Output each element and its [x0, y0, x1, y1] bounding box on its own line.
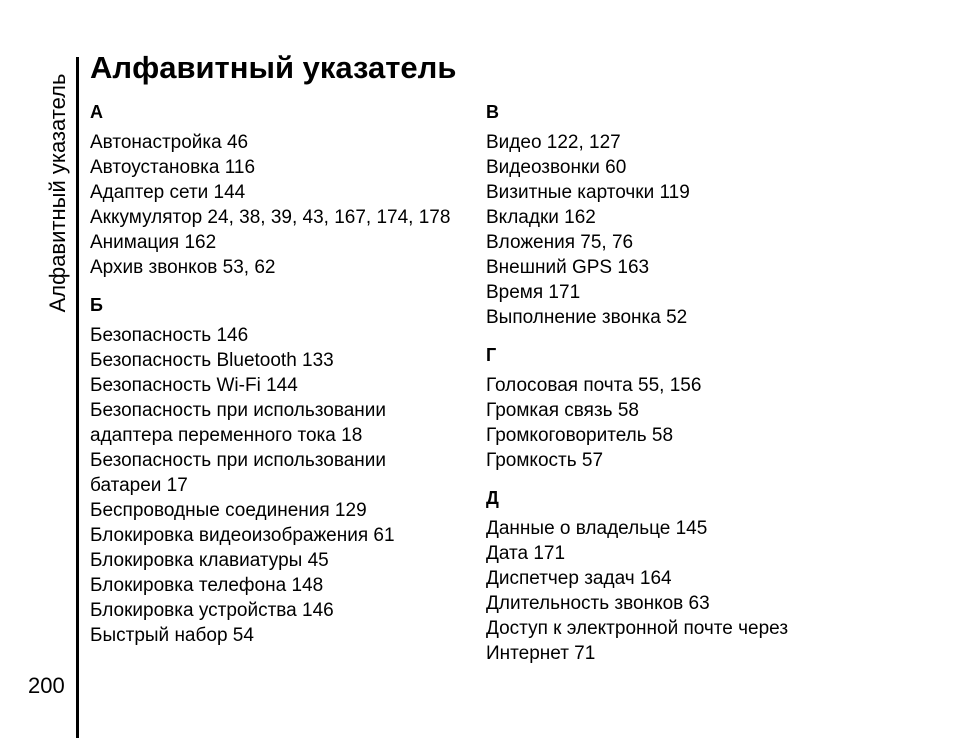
index-entry: Данные о владельце 145 — [486, 518, 708, 539]
index-entry: Внешний GPS 163 — [486, 257, 650, 278]
margin-rule — [76, 57, 79, 738]
index-entry: Видео 122, 127 — [486, 132, 621, 153]
index-entry: Безопасность Wi-Fi 144 — [90, 375, 298, 396]
index-entry: Вкладки 162 — [486, 207, 596, 228]
index-entry: Длительность звонков 63 — [486, 593, 710, 614]
index-entry: Видеозвонки 60 — [486, 157, 627, 178]
index-column-left — [90, 100, 452, 648]
section-letter: Б — [90, 295, 103, 315]
index-section — [90, 293, 452, 648]
index-section — [486, 100, 834, 330]
index-column-right — [486, 100, 834, 666]
index-entry: Беспроводные соединения 129 — [90, 500, 367, 521]
index-entry: Блокировка телефона 148 — [90, 575, 324, 596]
index-section — [90, 100, 452, 280]
index-entry: Быстрый набор 54 — [90, 625, 254, 646]
index-entry: Время 171 — [486, 282, 581, 303]
index-entry: Доступ к электронной почте через Интернет 71 — [486, 618, 789, 664]
index-section — [486, 343, 834, 473]
page-number: 200 — [28, 673, 65, 698]
index-entry: Громкость 57 — [486, 450, 604, 471]
side-section-label: Алфавитный указатель — [45, 73, 70, 313]
index-section — [486, 486, 834, 666]
index-entry: Громкая связь 58 — [486, 400, 639, 421]
index-entry: Блокировка видеоизображения 61 — [90, 525, 395, 546]
index-entry: Анимация 162 — [90, 232, 217, 253]
index-entry: Выполнение звонка 52 — [486, 307, 688, 328]
page-title: Алфавитный указатель — [90, 50, 457, 85]
index-entry: Безопасность Bluetooth 133 — [90, 350, 334, 371]
index-entry: Аккумулятор 24, 38, 39, 43, 167, 174, 178 — [90, 207, 451, 228]
index-entry: Блокировка клавиатуры 45 — [90, 550, 329, 571]
index-entry: Дата 171 — [486, 543, 566, 564]
index-entry: Архив звонков 53, 62 — [90, 257, 276, 278]
index-entry: Адаптер сети 144 — [90, 182, 246, 203]
index-entry: Диспетчер задач 164 — [486, 568, 672, 589]
index-entry: Визитные карточки 119 — [486, 182, 690, 203]
section-letter: Г — [486, 345, 497, 365]
section-letter: В — [486, 102, 499, 122]
index-entry: Блокировка устройства 146 — [90, 600, 334, 621]
index-entry: Автоустановка 116 — [90, 157, 256, 178]
index-entry: Автонастройка 46 — [90, 132, 249, 153]
section-letter: А — [90, 102, 103, 122]
index-entry: Безопасность при использовании адаптера переменного тока 18 — [90, 400, 386, 446]
index-entry: Вложения 75, 76 — [486, 232, 634, 253]
section-letter: Д — [486, 488, 499, 508]
index-entry: Безопасность при использовании батареи 17 — [90, 450, 386, 496]
index-entry: Громкоговоритель 58 — [486, 425, 674, 446]
index-entry: Голосовая почта 55, 156 — [486, 375, 702, 396]
index-entry: Безопасность 146 — [90, 325, 249, 346]
